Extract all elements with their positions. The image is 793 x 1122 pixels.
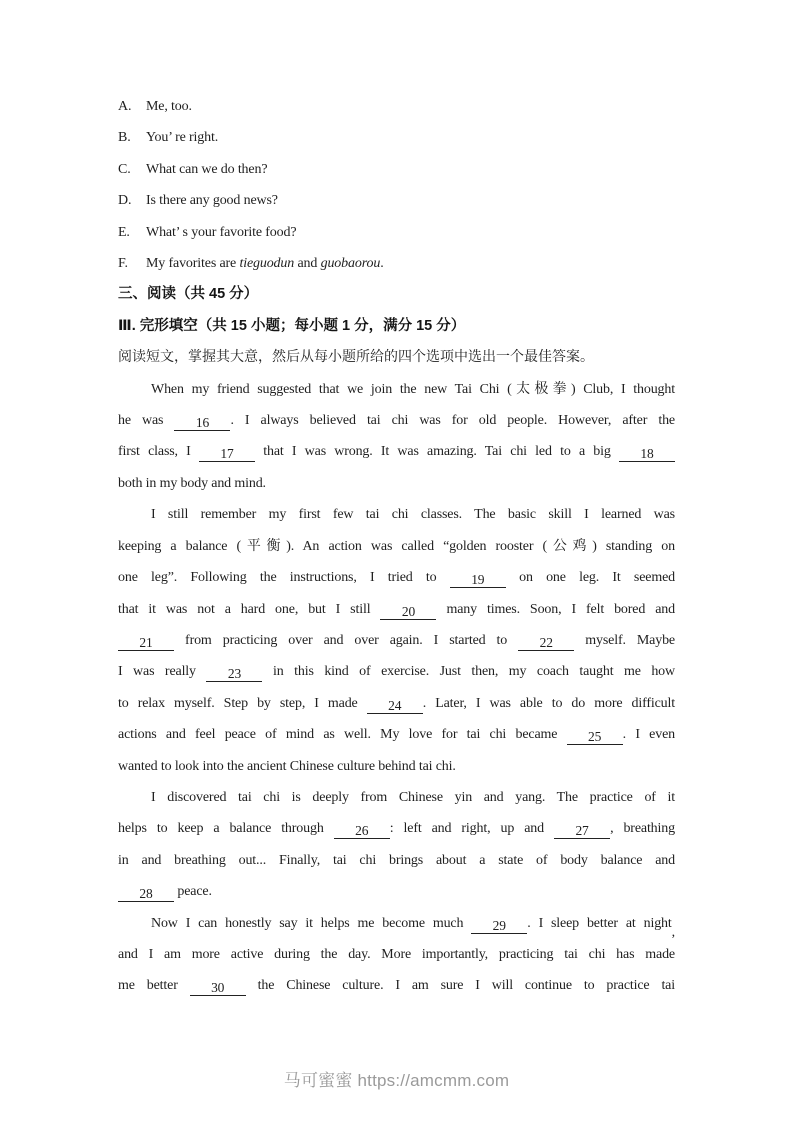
option-item [118, 248, 675, 279]
passage-paragraph [118, 782, 675, 908]
text-run: the Chinese culture. I am sure I will continue to practice tai [245, 978, 675, 994]
cloze-blank-25: 25 [567, 729, 623, 745]
cloze-blank-20: 20 [380, 604, 436, 620]
text-run: . Later, I was able to do more difficult [422, 695, 675, 711]
passage-line [118, 719, 675, 750]
passage-line [118, 845, 675, 876]
text-run: and [294, 256, 321, 272]
text-run: first class, I [118, 444, 199, 460]
cloze-blank-21: 21 [118, 635, 174, 651]
text-run: . I sleep better at night [527, 915, 672, 931]
cloze-blank-22: 22 [518, 635, 574, 651]
text-run: , breathing [610, 821, 675, 837]
text-run: from practicing over and over again. I started to [174, 632, 519, 648]
text-run: I was really [118, 664, 207, 680]
cloze-blank-29: 29 [471, 918, 527, 934]
instruction-text: 阅读短文，掌握其大意，然后从每小题所给的四个选项中选出一个最佳答案。 [118, 350, 594, 366]
cloze-blank-26: 26 [334, 823, 390, 839]
text-run: many times. Soon, I felt bored and [436, 601, 675, 617]
text-run: me better [118, 978, 190, 994]
text-run: I discovered tai chi is deeply from Chinese yin and yang. The practice of it [151, 789, 675, 805]
italic-text-run: guobaorou [320, 256, 381, 272]
text-run: . I always believed tai chi was for old people. However, after the [230, 413, 675, 429]
page-footer [0, 1066, 793, 1091]
passage-paragraph [118, 908, 675, 1002]
cloze-blank-30: 30 [190, 980, 246, 996]
italic-text-run: tieguodun [239, 256, 295, 272]
text-run: one leg”. Following the instructions, I tried to [118, 570, 450, 586]
option-label: F. [118, 256, 128, 272]
passage-line [118, 436, 675, 467]
text-run: You’ re right. [146, 130, 219, 146]
passage-line [118, 374, 675, 405]
cloze-blank-28: 28 [118, 886, 174, 902]
passage-line [118, 939, 675, 970]
text-run: both in my body and mind. [118, 475, 266, 491]
passage-line [118, 405, 675, 436]
passage-line [118, 531, 675, 562]
text-run: that I was wrong. It was amazing. Tai chi led to a big [254, 444, 620, 460]
cloze-passage [118, 374, 675, 1002]
passage-line [118, 908, 675, 939]
text-run: wanted to look into the ancient Chinese culture behind tai chi. [118, 758, 456, 774]
cloze-blank-23: 23 [206, 666, 262, 682]
text-run: Now I can honestly say it helps me become much [151, 915, 472, 931]
cloze-blank-18: 18 [619, 446, 675, 462]
passage-line [118, 499, 675, 530]
option-item [118, 185, 675, 216]
text-run: My favorites are [146, 256, 240, 272]
option-label: C. [118, 161, 131, 177]
cloze-blank-17: 17 [199, 446, 255, 462]
option-item [118, 217, 675, 248]
text-run: peace. [174, 884, 212, 900]
text-run: . [380, 256, 384, 272]
page-content [118, 91, 675, 1002]
text-run: myself. Maybe [574, 632, 675, 648]
passage-line [118, 625, 675, 656]
option-label: A. [118, 99, 132, 114]
text-run: in this kind of exercise. Just then, my coach taught me how [262, 664, 675, 680]
section-heading-cloze: Ⅲ. 完形填空（共 15 小题；每小题 1 分，满分 15 分） [118, 317, 466, 334]
text-run: When my friend suggested that we join the new Tai Chi (太极拳) Club, I thought [151, 381, 675, 397]
text-run: and I am more active during the day. More importantly, practicing tai chi has made [118, 946, 675, 962]
text-run: helps to keep a balance through [118, 821, 334, 837]
footer-watermark-text: 马可蜜蜜 https://amcmm.com [283, 1071, 510, 1090]
dropped-comma: , [671, 924, 675, 940]
text-run: on one leg. It seemed [505, 570, 675, 586]
passage-line [118, 876, 675, 907]
text-run: he was [118, 413, 175, 429]
option-item [118, 122, 675, 153]
cloze-blank-24: 24 [367, 698, 423, 714]
option-label: B. [118, 130, 131, 146]
passage-line [118, 656, 675, 687]
text-run: to relax myself. Step by step, I made [118, 695, 367, 711]
text-run: . I even [622, 727, 675, 743]
text-run: Is there any good news? [146, 193, 278, 209]
passage-line [118, 562, 675, 593]
text-run: actions and feel peace of mind as well. My love for tai chi became [118, 727, 567, 743]
option-item [118, 91, 675, 122]
passage-line [118, 594, 675, 625]
text-run: What can we do then? [146, 161, 268, 177]
option-label: E. [118, 224, 130, 240]
text-run: I still remember my first few tai chi classes. The basic skill I learned was [151, 507, 675, 523]
cloze-blank-19: 19 [450, 572, 506, 588]
section-heading-reading: 三、阅读（共 45 分） [118, 286, 259, 303]
option-label: D. [118, 193, 132, 209]
passage-paragraph [118, 374, 675, 500]
option-item [118, 154, 675, 185]
text-run: that it was not a hard one, but I still [118, 601, 381, 617]
passage-line [118, 751, 675, 782]
passage-line [118, 813, 675, 844]
cloze-blank-16: 16 [174, 415, 230, 431]
text-run: Me, too. [146, 99, 192, 114]
text-run: in and breathing out... Finally, tai chi brings about a state of body balance and [118, 852, 675, 868]
passage-line [118, 468, 675, 499]
text-run: : left and right, up and [389, 821, 555, 837]
passage-line [118, 970, 675, 1001]
text-run: keeping a balance (平衡). An action was called “golden rooster (公鸡) standing on [118, 538, 675, 554]
passage-line [118, 688, 675, 719]
passage-line [118, 782, 675, 813]
options-list [118, 91, 675, 279]
cloze-blank-27: 27 [554, 823, 610, 839]
passage-paragraph [118, 499, 675, 782]
text-run: What’ s your favorite food? [146, 224, 297, 240]
